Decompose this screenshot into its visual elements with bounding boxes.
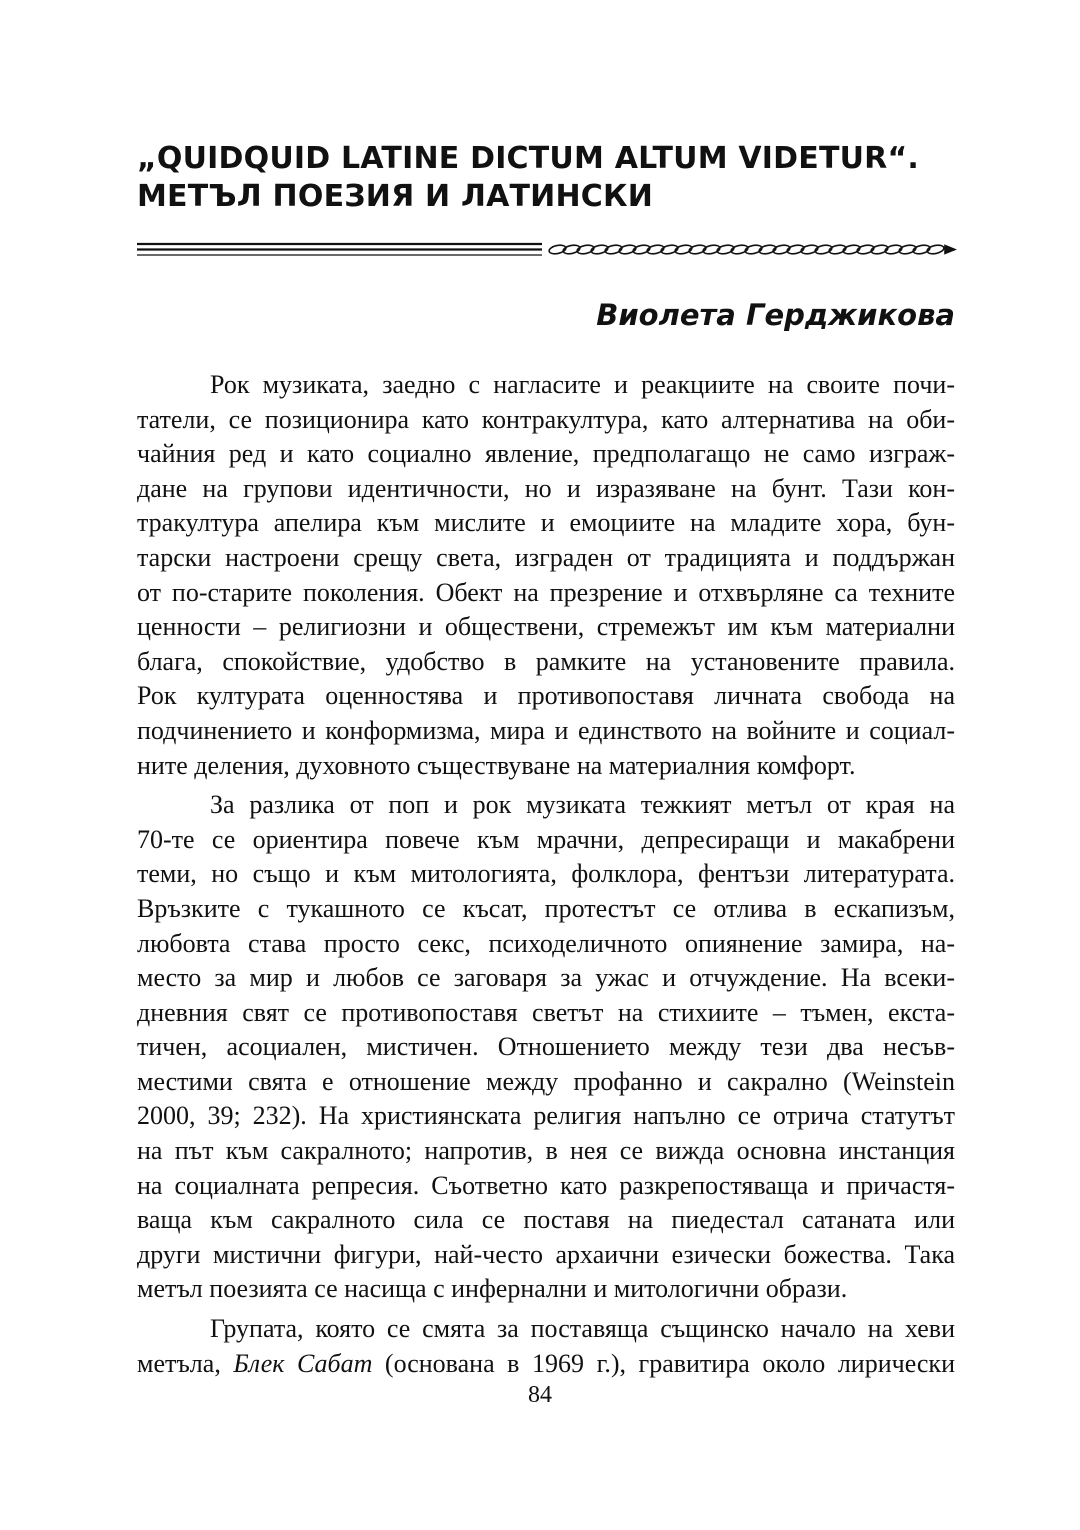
page-number: 84 bbox=[528, 1382, 552, 1408]
text-line: 2000, 39; 232). На християнската религия напълно се отрича статутът bbox=[137, 1101, 955, 1131]
text-line: любовта става просто секс, психоделичното опиянение замира, на- bbox=[137, 928, 955, 958]
text-segment: (основана в 1969 г.), гравитира около лирически bbox=[372, 1348, 955, 1378]
text-line: подчинението и конформизма, мира и единството на войните и социал- bbox=[137, 715, 955, 745]
text-line: блага, спокойствие, удобство в рамките на установените правила. bbox=[137, 646, 955, 676]
text-line: Групата, която се смята за поставяща същинско начало на хеви bbox=[210, 1314, 955, 1344]
text-line: ценности – религиозни и обществени, стремежът им към материални bbox=[137, 612, 955, 642]
text-line: тарски настроени срещу света, изграден от традицията и поддържан bbox=[137, 542, 955, 572]
chain-end bbox=[945, 246, 955, 254]
author-name: Виолета Герджикова bbox=[596, 298, 955, 332]
paragraph-3 bbox=[137, 1312, 955, 1381]
title-line-2: МЕТЪЛ ПОЕЗИЯ И ЛАТИНСКИ bbox=[137, 179, 654, 214]
text-line: татели, се позиционира като контракултура, като алтернатива на оби- bbox=[137, 404, 955, 434]
text-line: ните деления, духовното съществуване на материалния комфорт. bbox=[137, 750, 856, 780]
text-line: За разлика от поп и рок музиката тежкият метъл от края на bbox=[210, 790, 955, 820]
text-line: на социалната репресия. Съответно като разкрепостяваща и причастя- bbox=[137, 1170, 955, 1200]
chain-ornament bbox=[548, 244, 955, 255]
text-line: дневния свят се противопоставя светът на стихиите – тъмен, екста- bbox=[137, 997, 955, 1027]
article-title bbox=[137, 140, 957, 216]
text-line: Връзките с тукашното се късат, протестът се отлива в ескапизъм, bbox=[137, 893, 955, 923]
text-line: от по-старите поколения. Обект на презрение и отхвърляне са техните bbox=[137, 577, 955, 607]
text-line: тракултура апелира към мислите и емоциите на младите хора, бун- bbox=[137, 508, 955, 538]
title-line-1: „QUIDQUID LATINE DICTUM ALTUM VIDETUR“. bbox=[137, 141, 919, 176]
text-line: тичен, асоциален, мистичен. Отношението между тези два несъв- bbox=[137, 1032, 955, 1062]
text-line: други мистични фигури, най-често архаични езически божества. Така bbox=[137, 1239, 955, 1269]
text-line: чайния ред и като социално явление, предполагащо не само изграж- bbox=[137, 439, 955, 469]
article-body bbox=[137, 368, 955, 1386]
ornamental-divider bbox=[137, 236, 957, 260]
text-line: 70-те се ориентира повече към мрачни, депресиращи и макабрени bbox=[137, 824, 955, 854]
paragraph-2 bbox=[137, 788, 955, 1307]
text-line: дане на групови идентичности, но и изразяване на бунт. Тази кон- bbox=[137, 473, 955, 503]
band-name: Блек Сабат bbox=[233, 1348, 373, 1378]
text-segment: метъла, bbox=[137, 1348, 234, 1378]
text-line: ваща към сакралното сила се поставя на пиедестал сатаната или bbox=[137, 1205, 955, 1235]
paragraph-1 bbox=[137, 368, 955, 783]
text-line: теми, но също и към митологията, фолклора, фентъзи литературата. bbox=[137, 859, 955, 889]
text-line: метъл поезията се насища с инфернални и митологични образи. bbox=[137, 1274, 848, 1304]
text-line: на път към сакралното; напротив, в нея се вижда основна инстанция bbox=[137, 1136, 955, 1166]
text-line: место за мир и любов се заговаря за ужас и отчуждение. На всеки- bbox=[137, 963, 955, 993]
text-line: Рок музиката, заедно с нагласите и реакциите на своите почи- bbox=[210, 370, 955, 399]
text-line: Рок културата оценностява и противопоставя личната свобода на bbox=[137, 681, 955, 711]
text-line-with-title bbox=[137, 1347, 955, 1382]
text-line: местими свята е отношение между профанно и сакрално (Weinstein bbox=[137, 1066, 955, 1096]
